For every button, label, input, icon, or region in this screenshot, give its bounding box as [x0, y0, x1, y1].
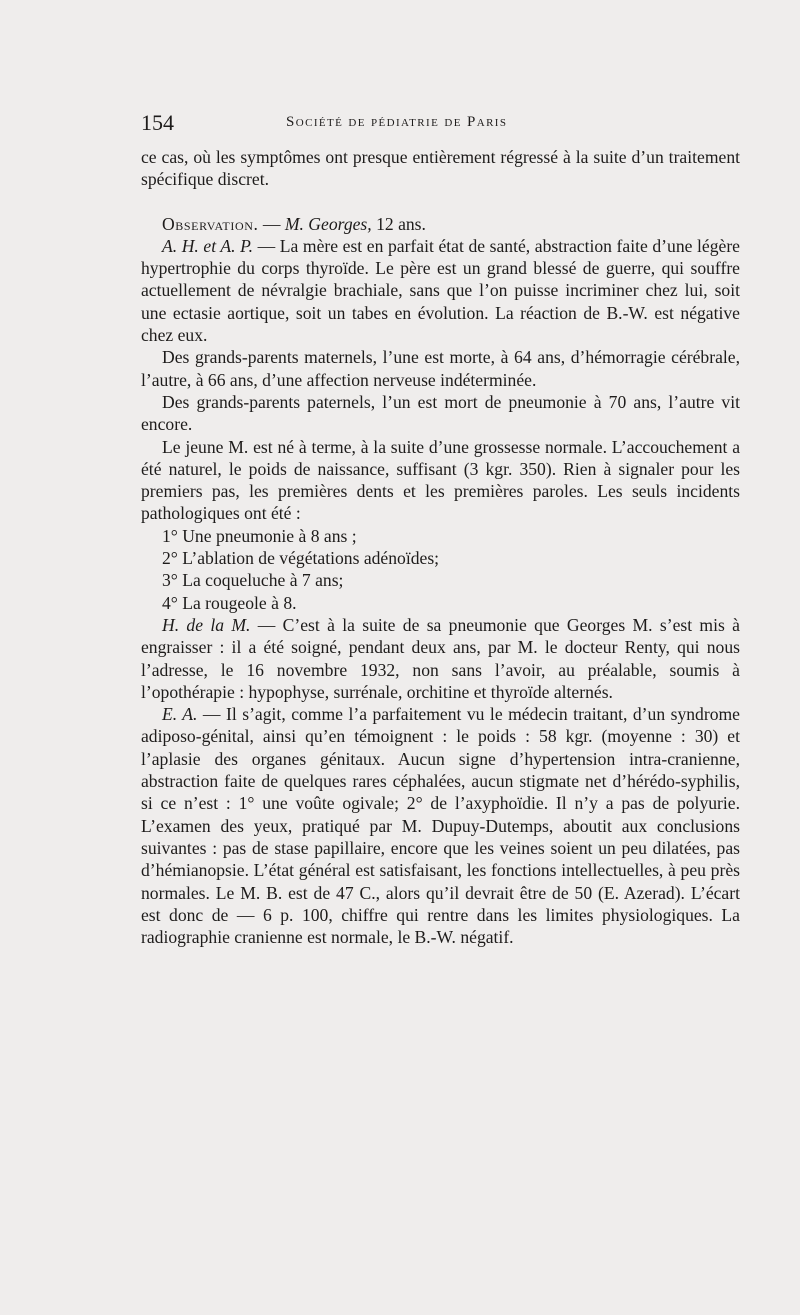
observation-label: Observation.	[162, 213, 259, 234]
body-text	[141, 146, 740, 948]
disease-history-paragraph	[141, 614, 740, 703]
page-number: 154	[141, 110, 174, 135]
observation-age: 12 ans.	[371, 213, 426, 234]
intro-paragraph: ce cas, où les symptômes ont presque entièrement régressé à la suite d’un traitement spécifique discret.	[141, 147, 740, 190]
incident-item: 3° La coqueluche à 7 ans;	[162, 570, 344, 591]
family-history-paragraph	[141, 235, 740, 346]
current-state-paragraph	[141, 703, 740, 948]
family-history-text: — La mère est en parfait état de santé, abstraction faite d’une légère hypertrophie du corps thyroïde. Le père est un grand blessé de guerre, qui souffre actuellement de névralgie brachiale, sans que l’on puisse incriminer chez lui, soit une ectasie aortique, soit un tabes en évolution. La réaction de B.-W. est négative chez eux.	[141, 235, 740, 346]
observation-patient: M. Georges,	[284, 213, 372, 234]
observation-heading	[141, 213, 740, 235]
page-header	[141, 110, 740, 138]
current-state-label: E. A.	[162, 704, 198, 725]
birth-paragraph: Le jeune M. est né à terme, à la suite d’une grossesse normale. L’accouchement a été naturel, le poids de naissance, suffisant (3 kgr. 350). Rien à signaler pour les premiers pas, les premières dents et les premières paroles. Les seuls incidents pathologiques ont été :	[141, 436, 740, 524]
maternal-grandparents-paragraph: Des grands-parents maternels, l’une est morte, à 64 ans, d’hémorragie cérébrale, l’autre, à 66 ans, d’une affection nerveuse indéterminée.	[141, 347, 740, 390]
observation-dash: —	[258, 213, 285, 234]
paternal-grandparents-paragraph: Des grands-parents paternels, l’un est mort de pneumonie à 70 ans, l’autre vit encore.	[141, 391, 740, 435]
disease-history-label: H. de la M.	[162, 614, 251, 635]
running-head: Société de pédiatrie de Paris	[286, 114, 508, 130]
disease-history-text: — C’est à la suite de sa pneumonie que Georges M. s’est mis à engraisser : il a été soigné, pendant deux ans, par M. le docteur Renty, qui nous l’adresse, le 16 novembre 1932, non sans l’avoir, au préalable, soumis à l’opothérapie : hypophyse, surrénale, orchitine et thyroïde alternés.	[141, 614, 740, 702]
family-history-label: A. H. et A. P.	[162, 235, 253, 256]
incident-item: 1° Une pneumonie à 8 ans ;	[162, 525, 357, 546]
incident-item: 2° L’ablation de végétations adénoïdes;	[162, 548, 440, 569]
incident-item: 4° La rougeole à 8.	[162, 592, 297, 613]
current-state-text: — Il s’agit, comme l’a parfaitement vu le médecin traitant, d’un syndrome adiposo-génital, ainsi qu’en témoignent : le poids : 58 kgr. (moyenne : 30) et l’aplasie des organes génitaux. Aucun signe d’hypertension intra-cranienne, abstraction faite de quelques rares céphalées, aucun stigmate net d’hérédo-syphilis, si ce n’est : 1° une voûte ogivale; 2° de l’axyphoïdie. Il n’y a pas de polyurie. L’examen des yeux, pratiqué par M. Dupuy-Dutemps, aboutit aux conclusions suivantes : pas de stase papillaire, encore que les veines soient un peu dilatées, pas d’hémianopsie. L’état général est satisfaisant, les fonctions intellectuelles, à peu près normales. Le M. B. est de 47 C., alors qu’il devrait être de 50 (E. Azerad). L’écart est donc de — 6 p. 100, chiffre qui rentre dans les limites physiologiques. La radiographie cranienne est normale, le B.-W. négatif.	[141, 704, 740, 948]
